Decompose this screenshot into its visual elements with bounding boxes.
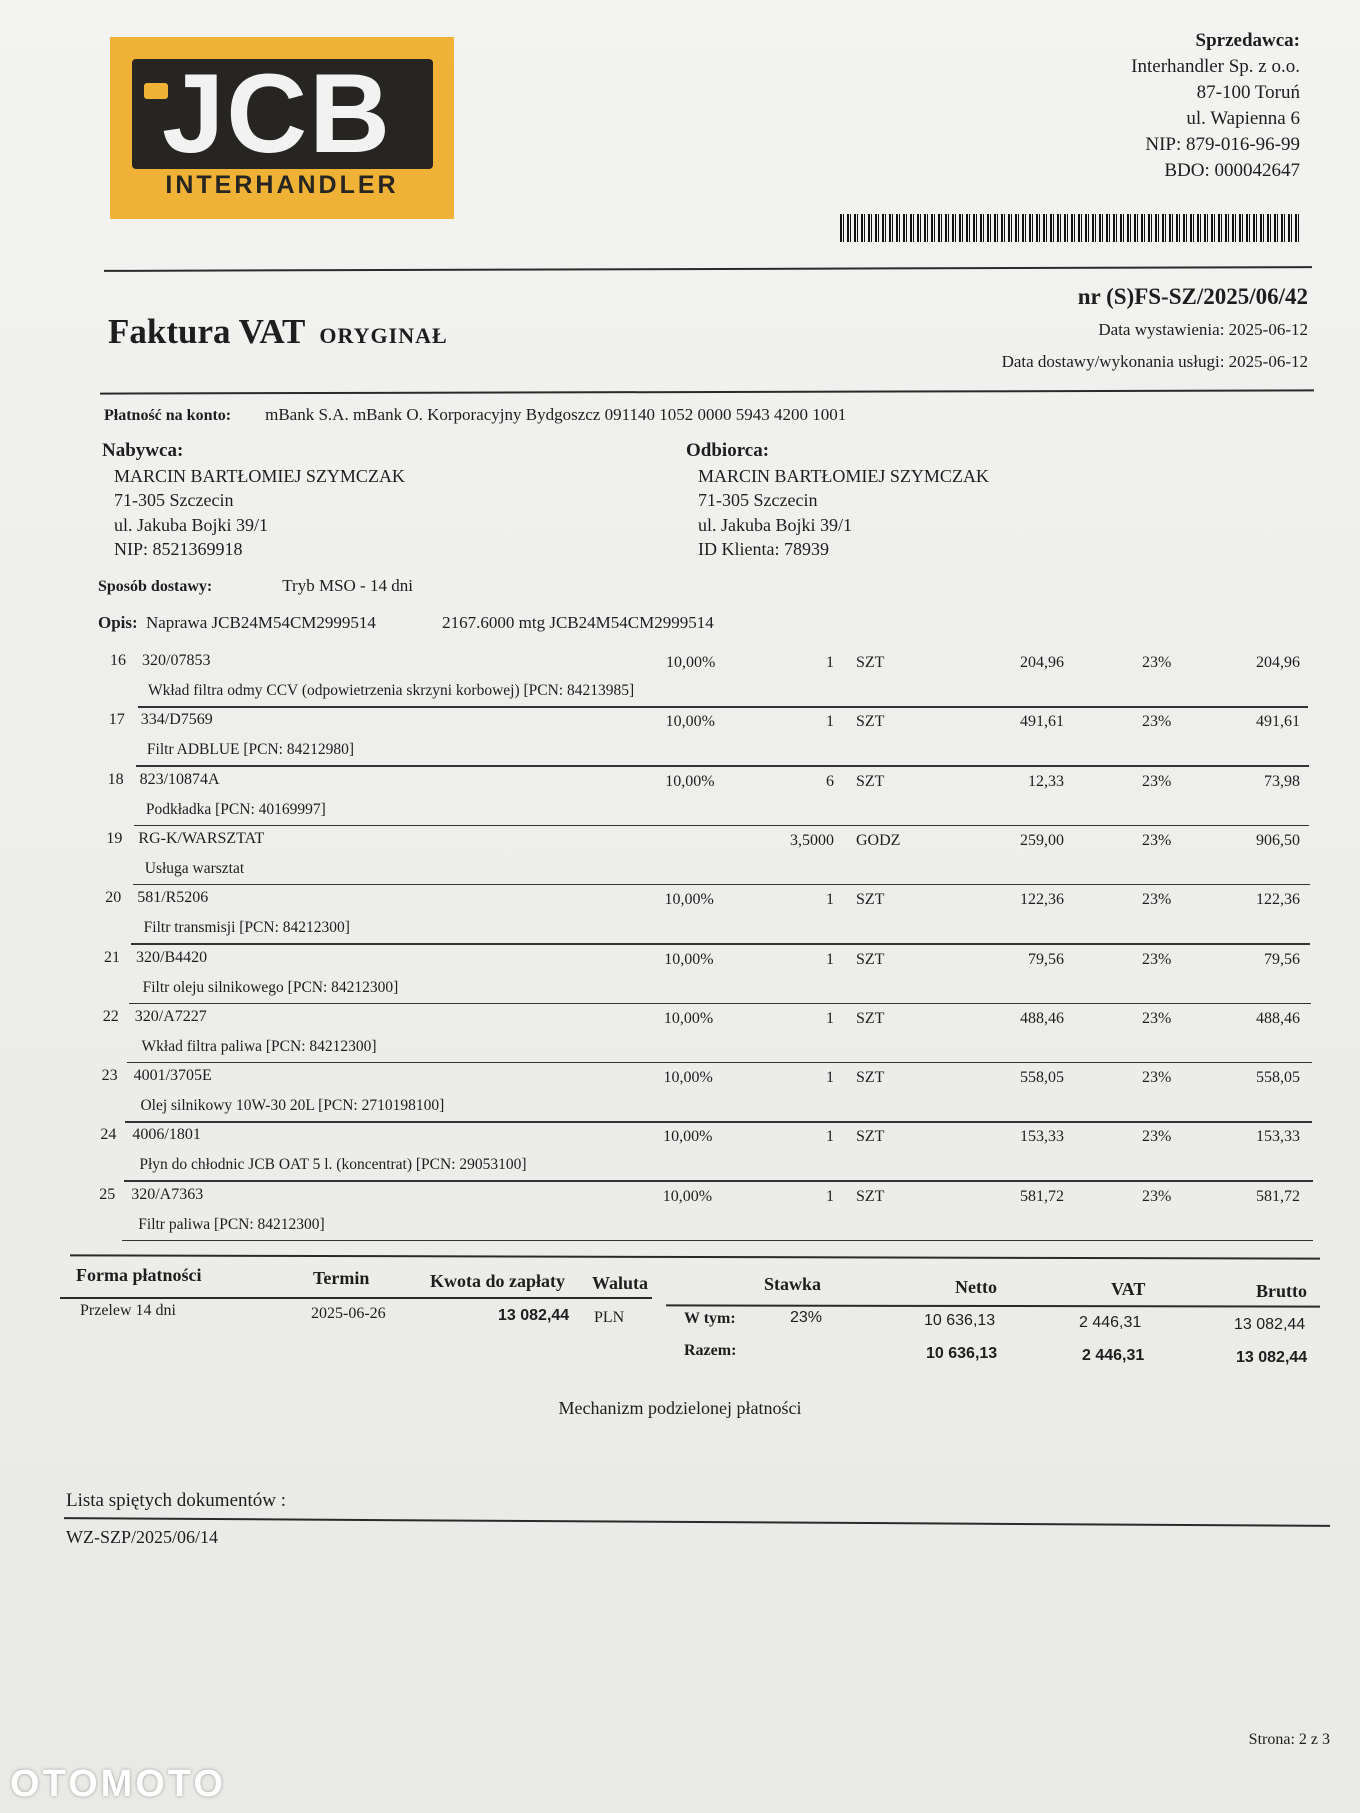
description-extra: 2167.6000 mtg JCB24M54CM2999514 bbox=[442, 613, 714, 632]
seller-line: 87-100 Toruń bbox=[1196, 82, 1300, 103]
payment-amount: 13 082,44 bbox=[498, 1307, 570, 1324]
attached-docs-label: Lista spiętych dokumentów : bbox=[66, 1490, 287, 1511]
page-number: Strona: 2 z 3 bbox=[1248, 1731, 1330, 1748]
delivery-date: Data dostawy/wykonania usługi: 2025-06-12 bbox=[1001, 352, 1308, 371]
item-discount: 10,00% bbox=[664, 950, 714, 968]
item-number: 20 bbox=[105, 889, 122, 907]
item-unit: SZT bbox=[856, 1009, 885, 1027]
logo-main-text: JCB bbox=[162, 51, 393, 176]
buyer-line: 71-305 Szczecin bbox=[114, 490, 234, 510]
item-value: 906,50 bbox=[1256, 831, 1300, 849]
item-value: 79,56 bbox=[1264, 950, 1300, 968]
item-description: Wkład filtra odmy CCV (odpowietrzenia skrzyni korbowej) [PCN: 84213985] bbox=[148, 682, 635, 699]
row-divider bbox=[122, 1240, 1314, 1242]
item-value: 73,98 bbox=[1264, 772, 1300, 790]
invoice-title-text: Faktura VAT bbox=[108, 312, 306, 351]
vat-row-label: W tym: bbox=[684, 1310, 736, 1327]
invoice-number: nr (S)FS-SZ/2025/06/42 bbox=[1077, 284, 1308, 309]
item-unit-price: 491,61 bbox=[1020, 713, 1064, 731]
item-quantity: 1 bbox=[826, 891, 834, 909]
item-code: 823/10874A bbox=[139, 770, 220, 788]
payment-form-header: Forma płatności bbox=[76, 1265, 202, 1285]
item-unit: SZT bbox=[856, 772, 885, 790]
item-unit: SZT bbox=[856, 950, 885, 968]
row-divider bbox=[138, 706, 1308, 708]
seller-line: Interhandler Sp. z o.o. bbox=[1131, 56, 1300, 77]
item-vat-rate: 23% bbox=[1142, 1128, 1172, 1146]
item-unit-price: 12,33 bbox=[1028, 772, 1064, 790]
vat-vat: 2 446,31 bbox=[1079, 1314, 1142, 1331]
item-unit: SZT bbox=[856, 1187, 885, 1205]
item-vat-rate: 23% bbox=[1142, 772, 1172, 790]
seller-line: ul. Wapienna 6 bbox=[1186, 108, 1300, 129]
item-code: RG-K/WARSZTAT bbox=[138, 829, 265, 847]
payment-term: 2025-06-26 bbox=[311, 1305, 386, 1322]
item-vat-rate: 23% bbox=[1142, 1009, 1172, 1027]
item-code: 4006/1801 bbox=[132, 1126, 201, 1144]
item-unit-price: 488,46 bbox=[1020, 1009, 1064, 1027]
item-description: Usługa warsztat bbox=[144, 859, 245, 877]
vat-gross-header: Brutto bbox=[1256, 1281, 1307, 1301]
logo-sub-text: INTERHANDLER bbox=[165, 171, 399, 199]
item-quantity: 1 bbox=[826, 713, 834, 731]
row-divider bbox=[124, 1180, 1313, 1182]
buyer-line: MARCIN BARTŁOMIEJ SZYMCZAK bbox=[114, 465, 405, 486]
item-value: 581,72 bbox=[1256, 1187, 1300, 1205]
delivery-label: Sposób dostawy: bbox=[98, 578, 213, 595]
item-unit-price: 153,33 bbox=[1020, 1128, 1064, 1146]
item-number: 18 bbox=[107, 770, 124, 788]
row-divider bbox=[127, 1062, 1311, 1064]
vat-total-vat: 2 446,31 bbox=[1082, 1347, 1145, 1364]
payment-account-label: Płatność na konto: bbox=[104, 407, 232, 424]
buyer-line: ul. Jakuba Bojki 39/1 bbox=[114, 514, 268, 535]
item-value: 122,36 bbox=[1256, 891, 1300, 909]
item-unit: SZT bbox=[856, 713, 885, 731]
item-number: 19 bbox=[106, 829, 123, 847]
item-discount: 10,00% bbox=[665, 713, 715, 731]
item-vat-rate: 23% bbox=[1142, 1187, 1172, 1205]
item-number: 21 bbox=[104, 948, 120, 966]
buyer-line: NIP: 8521369918 bbox=[114, 539, 243, 559]
item-description: Wkład filtra paliwa [PCN: 84212300] bbox=[141, 1037, 377, 1055]
item-description: Filtr paliwa [PCN: 84212300] bbox=[138, 1215, 325, 1233]
item-vat-rate: 23% bbox=[1142, 831, 1172, 849]
row-divider bbox=[136, 765, 1308, 767]
recipient-heading: Odbiorca: bbox=[686, 440, 770, 461]
item-quantity: 1 bbox=[826, 1069, 834, 1087]
description-value: Naprawa JCB24M54CM2999514 bbox=[145, 613, 376, 632]
item-unit-price: 204,96 bbox=[1020, 654, 1064, 671]
item-value: 488,46 bbox=[1256, 1009, 1300, 1027]
item-vat-rate: 23% bbox=[1142, 891, 1172, 909]
item-number: 16 bbox=[110, 652, 126, 669]
item-number: 24 bbox=[100, 1126, 117, 1144]
item-quantity: 3,5000 bbox=[790, 831, 834, 849]
item-code: 581/R5206 bbox=[137, 889, 209, 907]
item-quantity: 1 bbox=[826, 1009, 834, 1027]
recipient-line: MARCIN BARTŁOMIEJ SZYMCZAK bbox=[698, 465, 989, 486]
payment-currency-header: Waluta bbox=[592, 1273, 649, 1293]
item-code: 320/07853 bbox=[142, 652, 211, 669]
item-value: 204,96 bbox=[1256, 654, 1300, 671]
item-vat-rate: 23% bbox=[1142, 713, 1172, 731]
vat-total-net: 10 636,13 bbox=[926, 1345, 998, 1362]
item-unit-price: 259,00 bbox=[1020, 831, 1064, 849]
original-label: ORYGINAŁ bbox=[319, 323, 448, 348]
recipient-line: 71-305 Szczecin bbox=[698, 490, 818, 510]
row-divider bbox=[133, 884, 1310, 886]
item-number: 23 bbox=[101, 1067, 118, 1085]
item-number: 25 bbox=[99, 1185, 116, 1203]
item-number: 17 bbox=[108, 711, 125, 729]
item-discount: 10,00% bbox=[663, 1128, 713, 1146]
item-unit: SZT bbox=[856, 891, 885, 909]
seller-line: NIP: 879-016-96-99 bbox=[1145, 134, 1300, 155]
item-value: 153,33 bbox=[1256, 1128, 1300, 1146]
vat-net-header: Netto bbox=[955, 1277, 997, 1297]
row-divider bbox=[131, 943, 1311, 945]
seller-heading: Sprzedawca: bbox=[1195, 30, 1300, 51]
item-description: Płyn do chłodnic JCB OAT 5 l. (koncentrat) [PCN: 29053100] bbox=[139, 1156, 527, 1174]
payment-header-line bbox=[60, 1297, 652, 1299]
item-quantity: 1 bbox=[826, 654, 834, 671]
item-code: 320/B4420 bbox=[136, 948, 208, 966]
row-divider bbox=[125, 1121, 1312, 1123]
vat-gross: 13 082,44 bbox=[1234, 1316, 1306, 1333]
recipient-line: ID Klienta: 78939 bbox=[698, 539, 829, 559]
item-number: 22 bbox=[102, 1007, 119, 1025]
vat-rate-header: Stawka bbox=[764, 1274, 822, 1294]
item-vat-rate: 23% bbox=[1142, 654, 1172, 671]
buyer-heading: Nabywca: bbox=[102, 440, 184, 461]
item-value: 558,05 bbox=[1256, 1069, 1300, 1087]
vat-total-gross: 13 082,44 bbox=[1236, 1349, 1308, 1366]
payment-amount-header: Kwota do zapłaty bbox=[430, 1271, 565, 1291]
item-quantity: 1 bbox=[826, 950, 834, 968]
item-discount: 10,00% bbox=[664, 891, 714, 909]
item-unit: GODZ bbox=[856, 831, 901, 849]
item-vat-rate: 23% bbox=[1142, 950, 1172, 968]
attached-docs-value: WZ-SZP/2025/06/14 bbox=[66, 1527, 218, 1547]
item-code: 320/A7227 bbox=[134, 1007, 207, 1025]
issue-date: Data wystawienia: 2025-06-12 bbox=[1098, 320, 1308, 339]
row-divider bbox=[134, 825, 1309, 827]
vat-vat-header: VAT bbox=[1111, 1279, 1146, 1299]
item-code: 4001/3705E bbox=[133, 1067, 212, 1085]
item-unit: SZT bbox=[856, 1128, 885, 1146]
item-discount: 10,00% bbox=[665, 772, 715, 790]
seller-line: BDO: 000042647 bbox=[1164, 160, 1300, 181]
item-description: Filtr oleju silnikowego [PCN: 84212300] bbox=[142, 978, 399, 996]
item-quantity: 1 bbox=[826, 1128, 834, 1146]
item-quantity: 1 bbox=[826, 1187, 834, 1205]
item-description: Olej silnikowy 10W-30 20L [PCN: 2710198100] bbox=[140, 1097, 445, 1115]
item-quantity: 6 bbox=[826, 772, 834, 790]
item-description: Podkładka [PCN: 40169997] bbox=[145, 800, 326, 818]
item-unit-price: 79,56 bbox=[1028, 950, 1064, 968]
item-vat-rate: 23% bbox=[1142, 1069, 1172, 1087]
payment-term-header: Termin bbox=[313, 1268, 370, 1288]
split-payment-note: Mechanizm podzielonej płatności bbox=[558, 1398, 802, 1418]
payment-form: Przelew 14 dni bbox=[80, 1302, 176, 1319]
item-code: 334/D7569 bbox=[140, 711, 213, 729]
vat-net: 10 636,13 bbox=[924, 1312, 996, 1329]
description-label: Opis: bbox=[98, 613, 138, 632]
vat-total-label: Razem: bbox=[684, 1342, 737, 1359]
item-discount: 10,00% bbox=[663, 1069, 713, 1087]
item-discount: 10,00% bbox=[662, 1187, 713, 1205]
item-unit-price: 581,72 bbox=[1020, 1187, 1064, 1205]
payment-account-value: mBank S.A. mBank O. Korporacyjny Bydgoszcz 091140 1052 0000 5943 4200 1001 bbox=[265, 405, 847, 424]
delivery-value: Tryb MSO - 14 dni bbox=[282, 576, 413, 595]
vat-rate: 23% bbox=[790, 1309, 823, 1326]
item-unit-price: 558,05 bbox=[1020, 1069, 1064, 1087]
item-code: 320/A7363 bbox=[131, 1185, 204, 1203]
item-discount: 10,00% bbox=[663, 1009, 714, 1027]
watermark: OTOMOTO bbox=[10, 1763, 226, 1805]
item-unit: SZT bbox=[856, 654, 885, 671]
item-description: Filtr transmisji [PCN: 84212300] bbox=[143, 919, 350, 937]
recipient-line: ul. Jakuba Bojki 39/1 bbox=[698, 514, 852, 535]
payment-currency: PLN bbox=[594, 1309, 625, 1326]
item-value: 491,61 bbox=[1256, 713, 1300, 731]
item-description: Filtr ADBLUE [PCN: 84212980] bbox=[146, 741, 355, 759]
item-discount: 10,00% bbox=[666, 654, 716, 671]
item-unit-price: 122,36 bbox=[1020, 891, 1064, 909]
item-unit: SZT bbox=[856, 1069, 885, 1087]
row-divider bbox=[129, 1003, 1311, 1005]
